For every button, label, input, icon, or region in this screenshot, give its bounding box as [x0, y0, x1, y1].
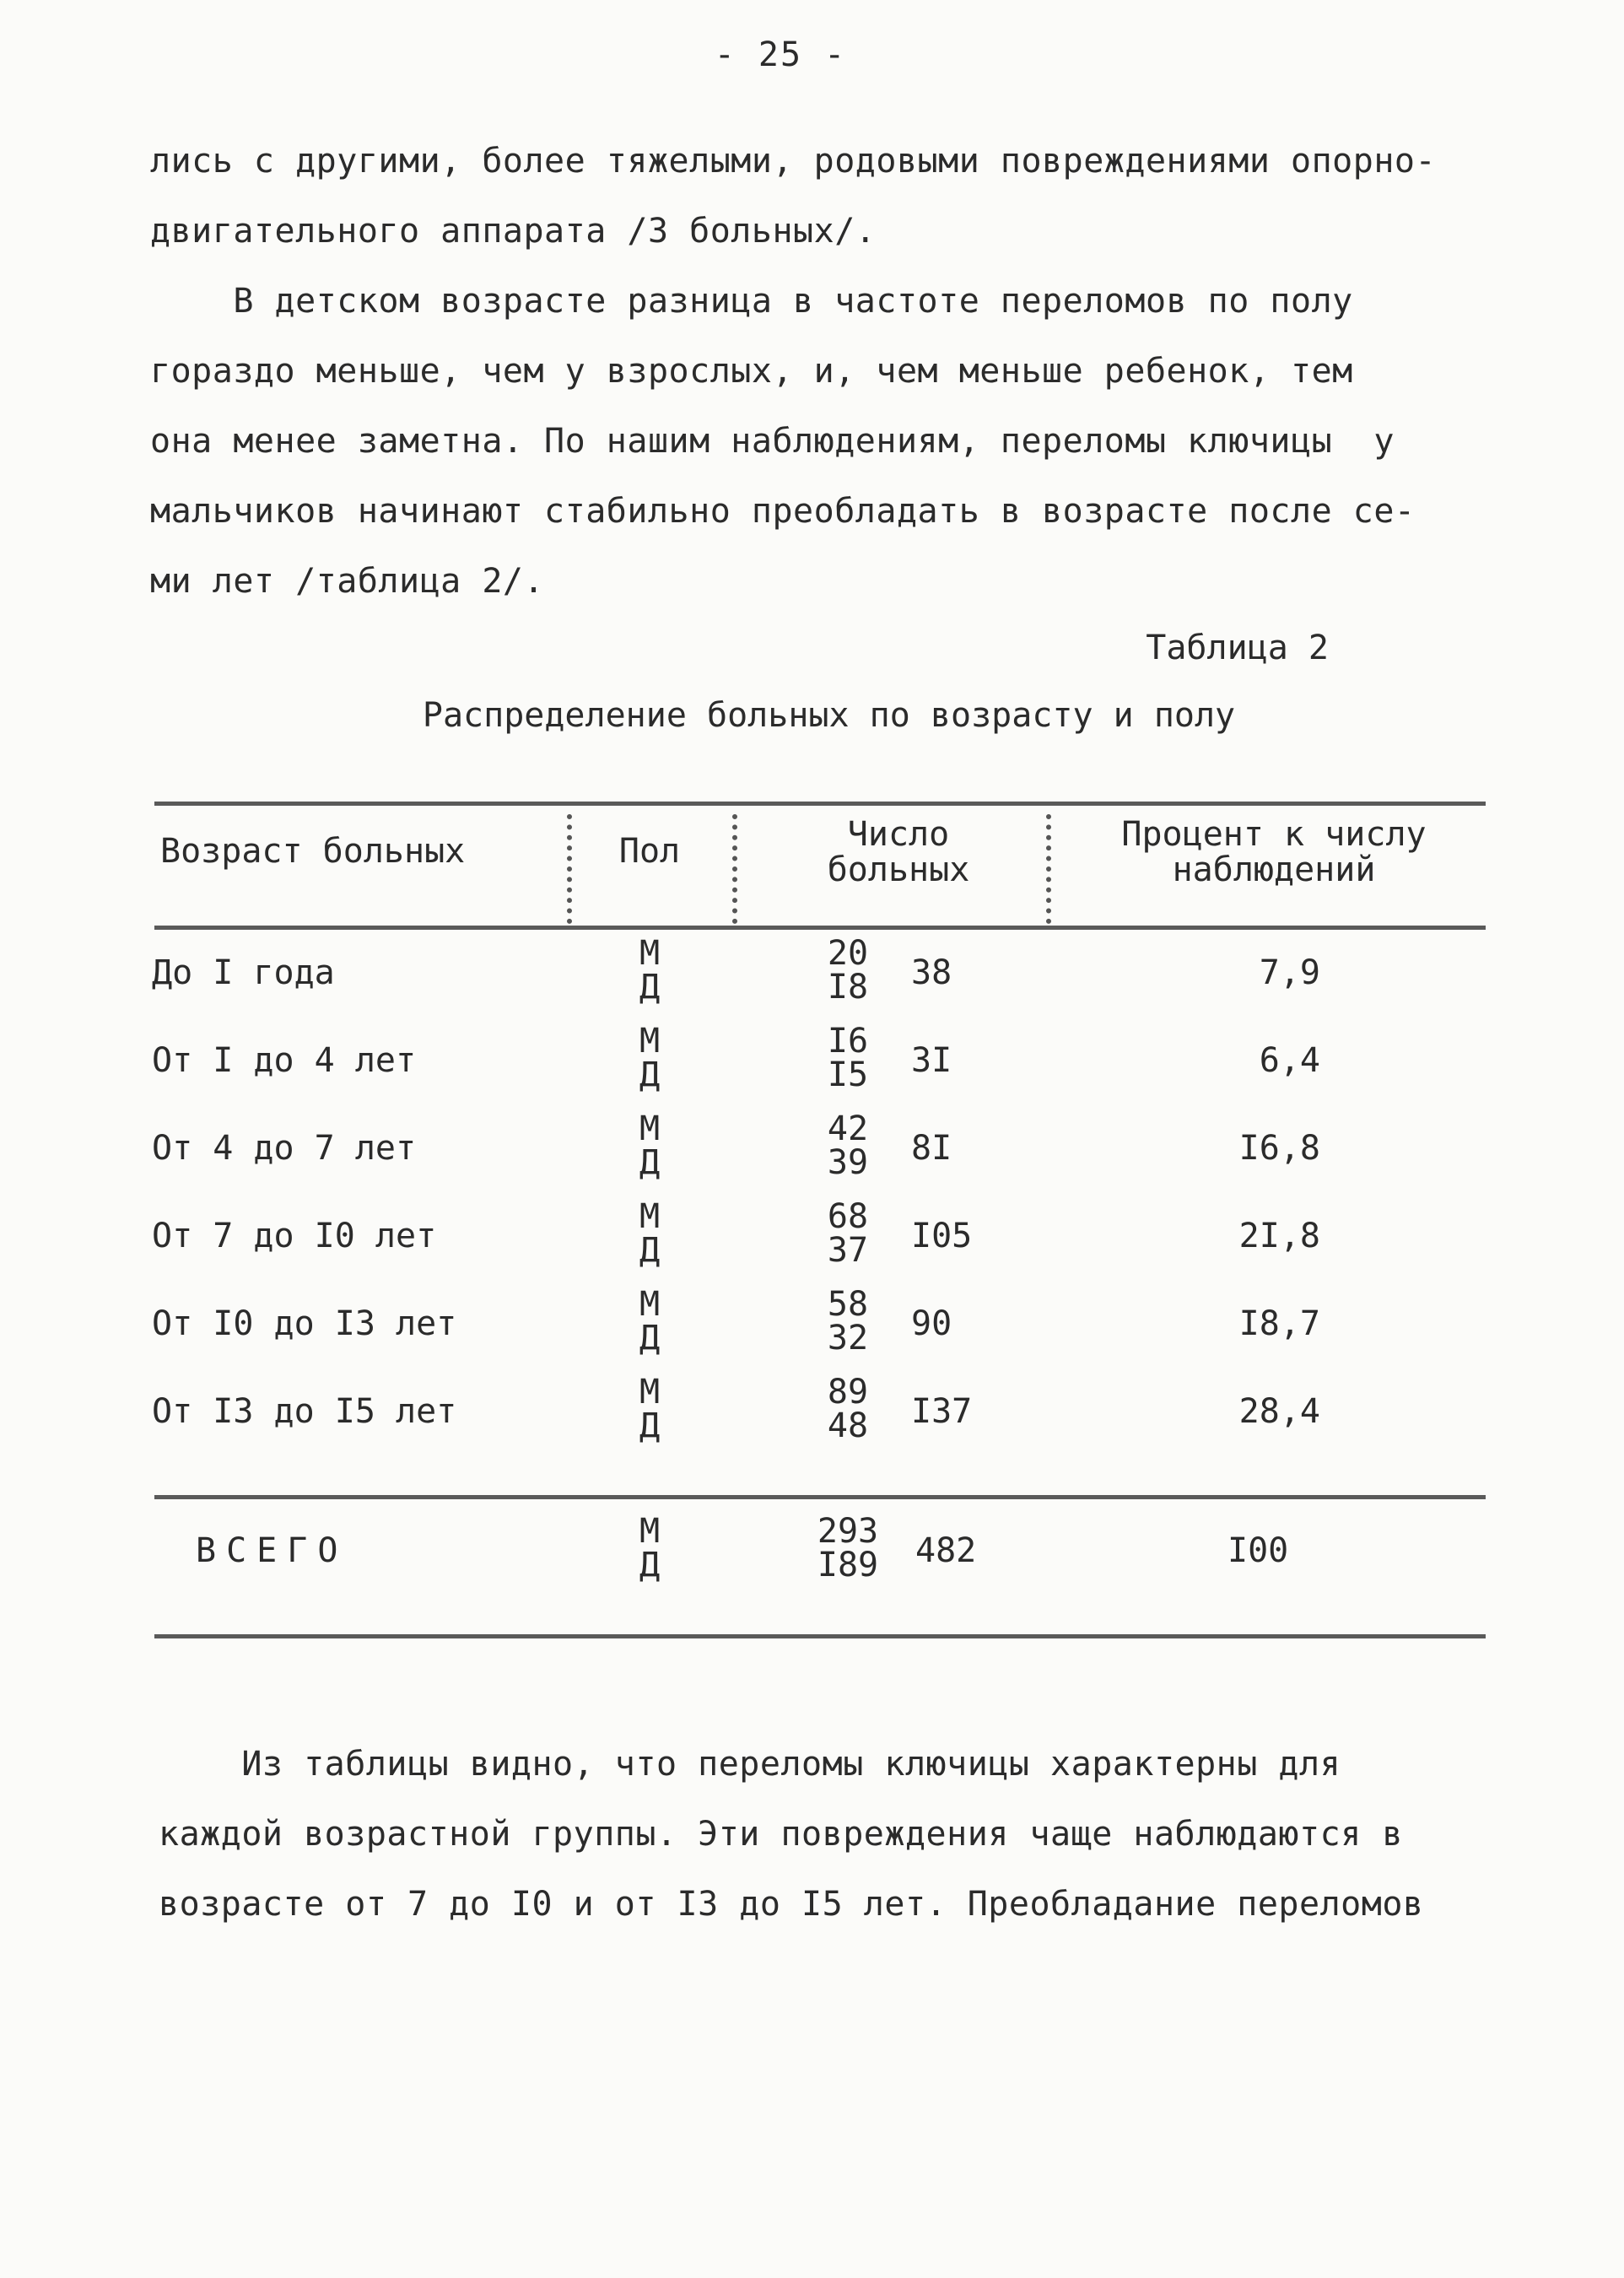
row-sex: М Д [639, 1109, 661, 1182]
row-percent: 28,4 [1238, 1392, 1320, 1431]
row-percent: 6,4 [1259, 1041, 1320, 1080]
text-line: ми лет /таблица 2/. [150, 562, 545, 601]
row-age: От I до 4 лет [152, 1041, 417, 1080]
column-divider [732, 814, 737, 924]
table-top-rule [154, 802, 1486, 806]
total-label: ВСЕГО [196, 1531, 348, 1570]
row-count-split: 20 I8 [827, 934, 869, 1007]
table-bottom-rule [154, 1634, 1486, 1638]
row-count-split: I6 I5 [827, 1022, 869, 1094]
text-line: двигательного аппарата /3 больных/. [150, 212, 877, 251]
row-sex: М Д [639, 1373, 661, 1445]
paragraph-1 [150, 127, 1483, 267]
column-divider [567, 814, 572, 924]
table-header-rule [154, 926, 1486, 930]
total-percent: I00 [1227, 1531, 1289, 1570]
total-count-split: 293 I89 [817, 1512, 879, 1584]
header-sex: Пол [618, 832, 681, 871]
row-age: До I года [152, 953, 335, 992]
text-line: В детском возрасте разница в частоте переломов по полу [150, 282, 1353, 321]
row-percent: 7,9 [1259, 953, 1320, 992]
row-percent: I8,7 [1238, 1304, 1320, 1343]
total-sex: М Д [639, 1512, 661, 1584]
row-total: 38 [911, 953, 952, 992]
row-sex: М Д [639, 1197, 661, 1270]
row-total: 3I [911, 1041, 952, 1080]
row-count-split: 68 37 [827, 1197, 869, 1270]
header-age: Возраст больных [160, 832, 466, 871]
row-total: I37 [911, 1392, 973, 1431]
column-divider [1046, 814, 1051, 924]
row-total: I05 [911, 1217, 973, 1255]
total-count: 482 [915, 1531, 977, 1570]
page-number: - 25 - [714, 35, 847, 74]
row-age: От 7 до I0 лет [152, 1217, 437, 1255]
row-sex: М Д [639, 1022, 661, 1094]
row-age: От I0 до I3 лет [152, 1304, 457, 1343]
text-line: каждой возрастной группы. Эти повреждения чаще наблюдаются в [159, 1815, 1403, 1854]
text-line: лись с другими, более тяжелыми, родовыми повреждениями опорно- [150, 142, 1437, 181]
row-percent: 2I,8 [1238, 1217, 1320, 1255]
table-title: Распределение больных по возрасту и полу [422, 696, 1236, 735]
paragraph-2 [150, 267, 1483, 617]
row-sex: М Д [639, 934, 661, 1007]
header-percent: Процент к числу наблюдений [1121, 815, 1427, 889]
paragraph-3 [159, 1730, 1492, 1940]
row-age: От 4 до 7 лет [152, 1129, 417, 1168]
text-line: Из таблицы видно, что переломы ключицы характерны для [159, 1745, 1341, 1784]
text-line: мальчиков начинают стабильно преобладать в возрасте после се- [150, 492, 1416, 531]
row-percent: I6,8 [1238, 1129, 1320, 1168]
row-count-split: 42 39 [827, 1109, 869, 1182]
row-total: 90 [911, 1304, 952, 1343]
row-sex: М Д [639, 1285, 661, 1358]
text-line: она менее заметна. По нашим наблюдениям, переломы ключицы у [150, 422, 1395, 461]
row-count-split: 58 32 [827, 1285, 869, 1358]
header-count: Число больных [827, 815, 970, 889]
row-count-split: 89 48 [827, 1373, 869, 1445]
table-total-rule [154, 1495, 1486, 1499]
row-total: 8I [911, 1129, 952, 1168]
text-line: гораздо меньше, чем у взрослых, и, чем меньше ребенок, тем [150, 352, 1353, 391]
row-age: От I3 до I5 лет [152, 1392, 457, 1431]
text-line: возрасте от 7 до I0 и от I3 до I5 лет. Преобладание переломов [159, 1885, 1424, 1924]
table-number: Таблица 2 [1146, 629, 1329, 667]
